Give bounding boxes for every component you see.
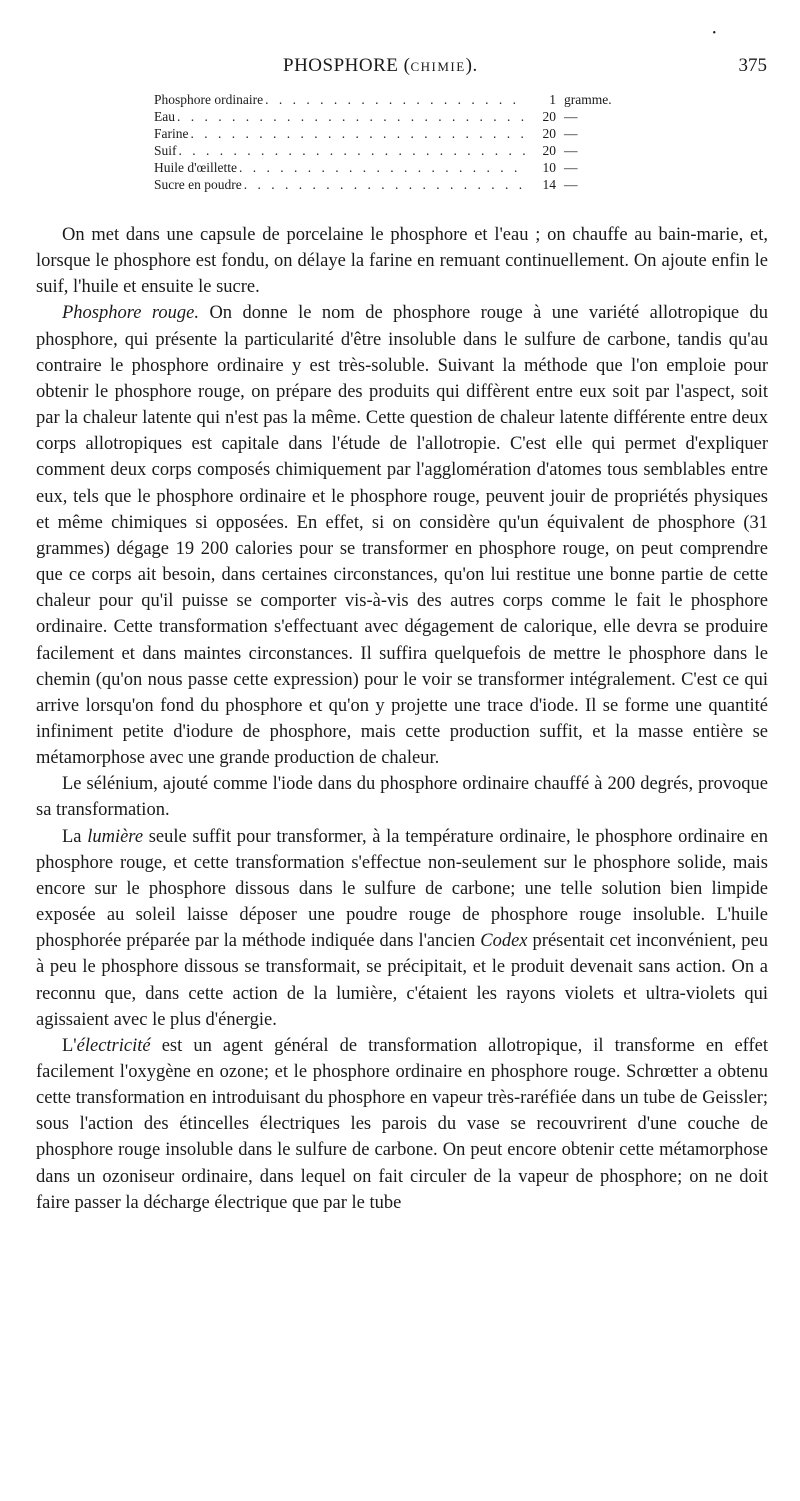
header-title-subject: CHIMIE <box>410 59 466 74</box>
body-text <box>36 222 768 1216</box>
ingredient-qty: 10 <box>542 160 556 175</box>
page-mark: • <box>712 28 716 39</box>
paragraph-light <box>36 824 768 1033</box>
ingredient-qty: 20 <box>542 109 556 124</box>
ingredient-name: Phosphore ordinaire <box>154 92 264 107</box>
ingredient-unit: gramme. <box>564 92 612 107</box>
ingredient-unit: — <box>564 177 578 192</box>
header-title-main: PHOSPHORE <box>283 55 399 76</box>
ingredient-name: Huile d'œillette <box>154 160 238 175</box>
section-heading-italic: Phosphore rouge. <box>62 303 200 324</box>
paragraph-text: Le sélénium, ajouté comme l'iode dans du phosphore ordinaire chauffé à 200 degrés, provoque sa transformation. <box>36 774 768 821</box>
paragraph-red-phosphorus <box>36 300 768 771</box>
paragraph-method <box>36 222 768 300</box>
paragraph-text: présentait cet inconvénient, peu à peu le phosphore dissous se transformait, se précipitait, et le produit devenait sans action. On a reconnu que, dans cette action de la lumière, c'étaient les rayons violets et ultra-violets qui agissaient avec le plus d'énergie. <box>36 931 768 1030</box>
ingredient-name: Farine <box>154 126 189 141</box>
paragraph-selenium <box>36 771 768 823</box>
ingredient-name: Suif <box>154 143 177 158</box>
recipe-table <box>154 92 644 194</box>
ingredient-name: Sucre en poudre <box>154 177 242 192</box>
paragraph-text: On donne le nom de phosphore rouge à une variété allotropique du phosphore, qui présente la particularité d'être insoluble dans le sulfure de carbone, tandis qu'au contraire le phosphore ordinaire y est très-soluble. Suivant la méthode que l'on emploie pour obtenir le phosphore rouge, on prépare des produits qui diffèrent entre eux soit par l'aspect, soit par la chaleur latente qui n'est pas la même. Cette question de chaleur latente différente entre deux corps allotropiques est capitale dans l'étude de l'allotropie. C'est elle qui permet d'expliquer comment deux corps composés chimiquement par l'agglomération d'atomes tous semblables entre eux, tels que le phosphore ordinaire et le phosphore rouge, peuvent jouir de propriétés physiques et même chimiques si opposées. En effet, si on considère qu'un équivalent de phosphore (31 grammes) dégage 19 200 calories pour se transformer en phosphore rouge, on peut comprendre que ce corps ait besoin, dans certaines circonstances, qu'on lui restitue une bonne partie de cette chaleur pour qu'il puisse se comporter vis-à-vis des autres corps comme le fait le phosphore ordinaire. Cette transformation s'effectuant avec dégagement de calorique, elle devra se produire facilement et dans maintes circonstances. Il suffira quelquefois de mettre le phosphore dans le chemin (qu'on nous passe cette expression) pour le voir se transformer intégralement. C'est ce qui arrive lorsqu'on fond du phosphore et qu'on y projette une trace d'iode. Il se forme une quantité infiniment petite d'iodure de phosphore, mais cette production suffit, et la masse entière se métamorphose avec une grande production de chaleur. <box>36 303 769 769</box>
ingredient-qty: 1 <box>549 92 556 107</box>
leader-dots <box>191 126 527 142</box>
paragraph-text: seule suffit pour transformer, à la température ordinaire, le phosphore ordinaire en phosphore rouge, et cette transformation s'effectue non-seulement sur le phosphore solide, mais encore sur le phosphore dissous dans le sulfure de carbone; une telle solution bien limpide exposée au soleil laisse déposer une poudre rouge de phosphore rouge insoluble. L'huile phosphorée préparée par la méthode indiquée dans l'ancien <box>36 826 768 952</box>
leader-dots <box>265 92 526 108</box>
recipe-row <box>154 177 644 194</box>
page-number: 375 <box>738 55 767 76</box>
ingredient-name: Eau <box>154 109 175 124</box>
recipe-row <box>154 143 644 160</box>
header-paren-close: ). <box>465 55 478 76</box>
ingredient-qty: 20 <box>542 143 556 158</box>
recipe-row <box>154 92 644 109</box>
recipe-row <box>154 126 644 143</box>
ingredient-qty: 20 <box>542 126 556 141</box>
paragraph-text: On met dans une capsule de porcelaine le phosphore et l'eau ; on chauffe au bain-marie, et, lorsque le phosphore est fondu, on délaye la farine en remuant continuellement. On ajoute enfin le suif, l'huile et ensuite le sucre. <box>36 225 768 298</box>
ingredient-qty: 14 <box>542 177 556 192</box>
paragraph-text-lead: La <box>62 826 88 847</box>
paragraph-electricity <box>36 1033 768 1216</box>
italic-term: lumière <box>87 826 144 847</box>
italic-term: électricité <box>76 1035 151 1056</box>
leader-dots <box>244 177 526 193</box>
ingredient-unit: — <box>564 143 578 158</box>
header-paren-open: ( <box>403 55 411 76</box>
ingredient-unit: — <box>564 109 578 124</box>
leader-dots <box>179 143 526 159</box>
leader-dots <box>177 109 526 125</box>
ingredient-unit: — <box>564 126 578 141</box>
running-header <box>0 55 800 85</box>
leader-dots <box>239 160 526 176</box>
paragraph-text: est un agent général de transformation allotropique, il transforme en effet facilement l'oxygène en ozone; et le phosphore ordinaire en phosphore rouge. Schrœtter a obtenu cette transformation en introduisant du phosphore en vapeur très-raréfiée dans un tube de Geissler; sous l'action des étincelles électriques les parois du vase se recouvrirent d'une couche de phosphore rouge insoluble dans le sulfure de carbone. On peut encore obtenir cette métamorphose dans un ozoniseur ordinaire, dans lequel on fait circuler de la vapeur de phosphore; on ne doit faire passer la décharge électrique que par le tube <box>36 1035 768 1213</box>
recipe-row <box>154 109 644 126</box>
header-title <box>283 55 478 77</box>
paragraph-text-lead: L' <box>62 1035 77 1056</box>
italic-term: Codex <box>480 931 528 952</box>
ingredient-unit: — <box>564 160 578 175</box>
recipe-row <box>154 160 644 177</box>
